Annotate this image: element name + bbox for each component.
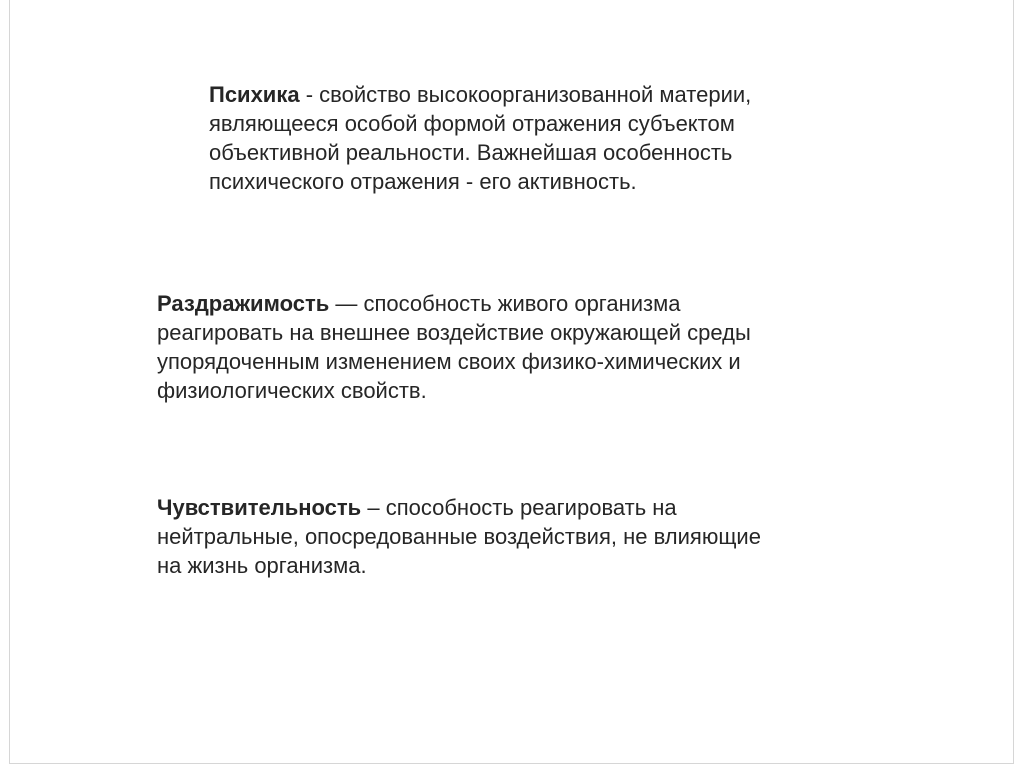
definition-term: Чувствительность — [157, 495, 362, 520]
definition-separator: – — [361, 495, 386, 520]
definition-line: способность реагировать на — [385, 495, 677, 520]
definition-sensitivity — [157, 493, 917, 580]
definition-irritability — [157, 289, 917, 405]
definition-separator: — — [329, 291, 364, 316]
definition-line: объективной реальности. Важнейшая особенность — [209, 140, 733, 165]
definition-line: на жизнь организма. — [157, 553, 367, 578]
definition-term: Психика — [209, 82, 300, 107]
definition-psyche — [209, 80, 889, 196]
definition-separator: - — [299, 82, 320, 107]
definition-line: свойство высокоорганизованной материи, — [319, 82, 752, 107]
definition-term: Раздражимость — [157, 291, 330, 316]
definition-line: упорядоченным изменением своих физико-химических и — [157, 349, 741, 374]
definition-line: способность живого организма — [363, 291, 681, 316]
slide — [9, 0, 1014, 764]
definition-line: являющееся особой формой отражения субъектом — [209, 111, 735, 136]
definition-line: психического отражения - его активность. — [209, 169, 637, 194]
definition-line: нейтральные, опосредованные воздействия, не влияющие — [157, 524, 761, 549]
definition-line: реагировать на внешнее воздействие окружающей среды — [157, 320, 751, 345]
definition-line: физиологических свойств. — [157, 378, 427, 403]
